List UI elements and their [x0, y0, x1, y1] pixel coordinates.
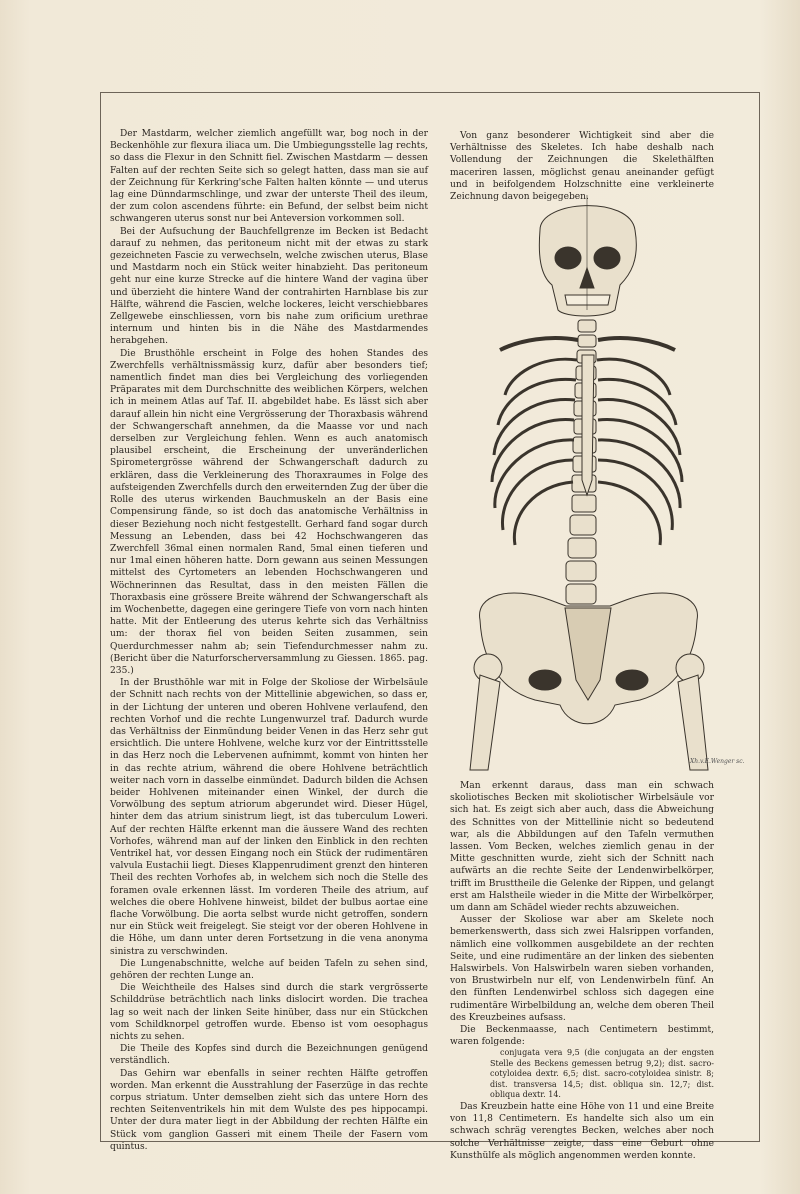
paragraph: Die Brusthöhle erscheint in Folge des hohen Standes des Zwerchfells verhältnissmässig kurz, dafür aber besonders tief; namentlich findet man dies bei Vergleichung des vorliegenden Präparates mit dem Durchschnitte des weiblichen Körpers, welchen ich in meinem Atlas auf Taf. II. abgebildet habe. Es lässt sich aber darauf allein hin nicht eine Vergrösserung der Thoraxbasis während der Schwangerschaft annehmen, da die Maasse vor und nach derselben zur Vergleichung fehlen. Wenn es auch anatomisch plausibel erscheint, die Erscheinung der unveränderlichen Spirometergrösse während der Schwangerschaft dadurch zu erklären, dass die Verkleinerung des Thoraxraumes in Folge des aufsteigenden Zwerchfells durch den erweiternden Zug der über die Rolle des uterus wirkenden Bauchmuskeln an der Basis eine Compensirung fände, so ist doch das anatomische Verhältniss in dieser Beziehung noch nicht festgestellt. Gerhard fand sogar durch Messung an Lebenden, dass bei 42 Hochschwangeren das Zwerchfell 36mal einen normalen Rand, 5mal einen tieferen und nur 1mal einen höheren hatte. Dorn gewann aus seinen Messungen mittelst des Cyrtometers an lebenden Hochschwangeren und Wöchnerinnen das Resultat, dass in den meisten Fällen die Thoraxbasis eine grössere Breite während der Schwangerschaft als im Wochenbette, dagegen eine geringere Tiefe von vorn nach hinten hatte. Mit der Entleerung des uterus kehrte sich das Verhältniss um: der thorax fiel von beiden Seiten zusammen, sein Querdurchmesser nahm ab; sein Tiefendurchmesser nahm zu. (Bericht über die Naturforscherversammlung zu Giessen. 1865. pag. 235.) [110, 348, 428, 676]
engraver-signature: Xh.v.E.Wenger sc. [690, 758, 745, 765]
paragraph: Das Kreuzbein hatte eine Höhe von 11 und eine Breite von 11,8 Centimetern. Es handelte sich also um ein schwach schräg verengtes Becken, welches aber noch solche Verhältnisse zeigte, dass eine Geburt ohne Kunsthülfe als möglich angenommen werden konnte. [450, 1101, 714, 1161]
skeleton-woodcut [440, 190, 740, 772]
paragraph: Man erkennt daraus, dass man ein schwach skoliotisches Becken mit skoliotischer Wirbelsäule vor sich hat. Es zeigt sich aber auch, dass die Abweichung des Schnittes von der Mittellinie nicht so bedeutend war, als die Abbildungen auf den Tafeln vermuthen lassen. Vom Becken, welches ziemlich genau in der Mitte geschnitten wurde, zieht sich der Schnitt nach aufwärts an die rechte Seite der Lendenwirbelkörper, trifft im Brusttheile die Gelenke der Rippen, und gelangt erst am Halstheile wieder in die Mitte der Wirbelkörper, um dann am Schädel wieder rechts abzuweichen. [450, 781, 714, 914]
clavicle-right [598, 338, 675, 350]
paragraph: Bei der Aufsuchung der Bauchfellgrenze im Becken ist Bedacht darauf zu nehmen, das peritoneum nicht mit der etwas zu stark gezeichneten Fascie zu verwechseln, welche zwischen uterus, Blase und Mastdarm noch ein Stück weiter hinabzieht. Das peritoneum geht nur eine kurze Strecke auf die hintere Wand der vagina über und überzieht die hintere Wand der contrahirten Harnblase bis zur Hälfte, während die Fascien, welche lockeres, leicht verschiebbares Zellgewebe einschliessen, vorn bis nahe zum orificium urethrae internum und hinten bis in die Nähe des Mastdarmendes herabgehen. [110, 226, 428, 347]
obturator-right [616, 670, 648, 690]
paragraph: Von ganz besonderer Wichtigkeit sind aber die Verhältnisse des Skeletes. Ich habe deshalb nach Vollendung der Zeichnungen die Skelethälften maceriren lassen, möglichst genau aneinander gefügt und in beifolgendem Holzschnitte eine verkleinerte Zeichnung davon beigegeben. [450, 131, 714, 203]
paragraph: Der Mastdarm, welcher ziemlich angefüllt war, bog noch in der Beckenhöhle zur flexura iliaca um. Die Umbiegungsstelle lag rechts, so dass die Flexur in den Schnitt fiel. Zwischen Mastdarm — dessen Falten auf der rechten Seite sich so gelegt hatten, dass man sie auf der Zeichnung für Kerkring'sche Falten halten könnte — und uterus lag eine Dünndarmschlinge, und zwar der unterste Theil des ileum, der zum colon ascendens führte: ein Befund, der selbst beim nicht schwangeren uterus sonst nur bei Anteversion vorkommen soll. [110, 129, 428, 225]
paragraph: Die Lungenabschnitte, welche auf beiden Tafeln zu sehen sind, gehören der rechten Lunge an. [110, 958, 428, 982]
femur-left [470, 675, 500, 770]
sternum [582, 355, 594, 495]
paragraph: In der Brusthöhle war mit in Folge der Skoliose der Wirbelsäule der Schnitt nach rechts von der Mittellinie abgewichen, so dass er, in der Lichtung der unteren und oberen Hohlvene verlaufend, den rechten Vorhof und die rechte Lungenwurzel traf. Dadurch wurde das Verhältniss der Einmündung beider Venen in das Herz sehr gut ersichtlich. Die untere Hohlvene, welche kurz vor der Eintrittsstelle in das Herz noch die Lebervenen aufnimmt, kommt von hinten her in das rechte atrium, während die obere Hohlvene beträchtlich weiter nach vorn in dasselbe einmündet. Dadurch bilden die Achsen beider Hohlvenen miteinander einen Winkel, der durch die Vorwölbung des septum atriorum abgerundet wird. Dieser Hügel, hinter dem das atrium sinistrum liegt, ist das tuberculum Loweri. Auf der rechten Hälfte erkennt man die äussere Wand des rechten Vorhofes, während man auf der linken den Einblick in den rechten Ventrikel hat, vor dessen Eingang noch ein Stück der rudimentären valvula Eustachii liegt. Dieses Klappenrudiment grenzt den hinteren Theil des rechten Vorhofes ab, in welchem sich noch die Stelle des foramen ovale erkennen lässt. Im vorderen Theile des atrium, auf welches die obere Hohlvene hinweist, bildet der bulbus aortae eine flache Vorwölbung. Die aorta selbst wurde nicht getroffen, sondern nur ein Stück weit freigelegt. Sie steigt vor der oberen Hohlvene in die Höhe, um dann unter deren Fortsetzung in die vena anonyma sinistra zu verschwinden. [110, 678, 428, 957]
measurement-list: conjugata vera 9,5 (die conjugata an der engsten Stelle des Beckens gemessen betrug 9,2); dist. sacro-cotyloidea dextr. 6,5; dist. sacro-cotyloidea sinistr. 8; dist. transversa 14,5; dist. obliqua sin. 12,7; dist. obliqua dextr. 14. [490, 1048, 714, 1100]
eye-socket-left [555, 247, 581, 269]
eye-socket-right [594, 247, 620, 269]
teeth [565, 295, 610, 305]
obturator-left [529, 670, 561, 690]
femur-right [678, 675, 708, 770]
left-text-column [110, 128, 428, 1153]
paragraph: Die Weichtheile des Halses sind durch die stark vergrösserte Schilddrüse beträchtlich nach links dislocirt worden. Die trachea lag so weit nach der linken Seite hinüber, dass nur ein Stückchen vom Schildknorpel getroffen wurde. Ebenso ist vom oesophagus nichts zu sehen. [110, 983, 428, 1043]
paragraph: Die Beckenmaasse, nach Centimetern bestimmt, waren folgende: [450, 1025, 714, 1048]
right-text-bottom [450, 780, 714, 1162]
paragraph: Die Theile des Kopfes sind durch die Bezeichnungen genügend verständlich. [110, 1044, 428, 1067]
paragraph: Ausser der Skoliose war aber am Skelete noch bemerkenswerth, dass sich zwei Halsrippen vorfanden, nämlich eine vollkommen ausgebildete an der rechten Seite, und eine rudimentäre an der linken des siebenten Halswirbels. Von Halswirbeln waren sieben vorhanden, von Brustwirbeln nur elf, von Lendenwirbeln fünf. An den fünften Lendenwirbel schloss sich dagegen eine rudimentäre Wirbelbildung an, welche dem oberen Theil des Kreuzbeines aufsass. [450, 915, 714, 1023]
paragraph: Das Gehirn war ebenfalls in seiner rechten Hälfte getroffen worden. Man erkennt die Ausstrahlung der Faserzüge in das rechte corpus striatum. Unter demselben zieht sich das untere Horn des rechten Seitenventrikels hin mit dem Wulste des pes hippocampi. Unter der dura mater liegt in der Abbildung der rechten Hälfte ein Stück vom ganglion Gasseri mit einem Theile der Fasern vom quintus. [110, 1068, 428, 1152]
clavicle-left [500, 338, 578, 350]
